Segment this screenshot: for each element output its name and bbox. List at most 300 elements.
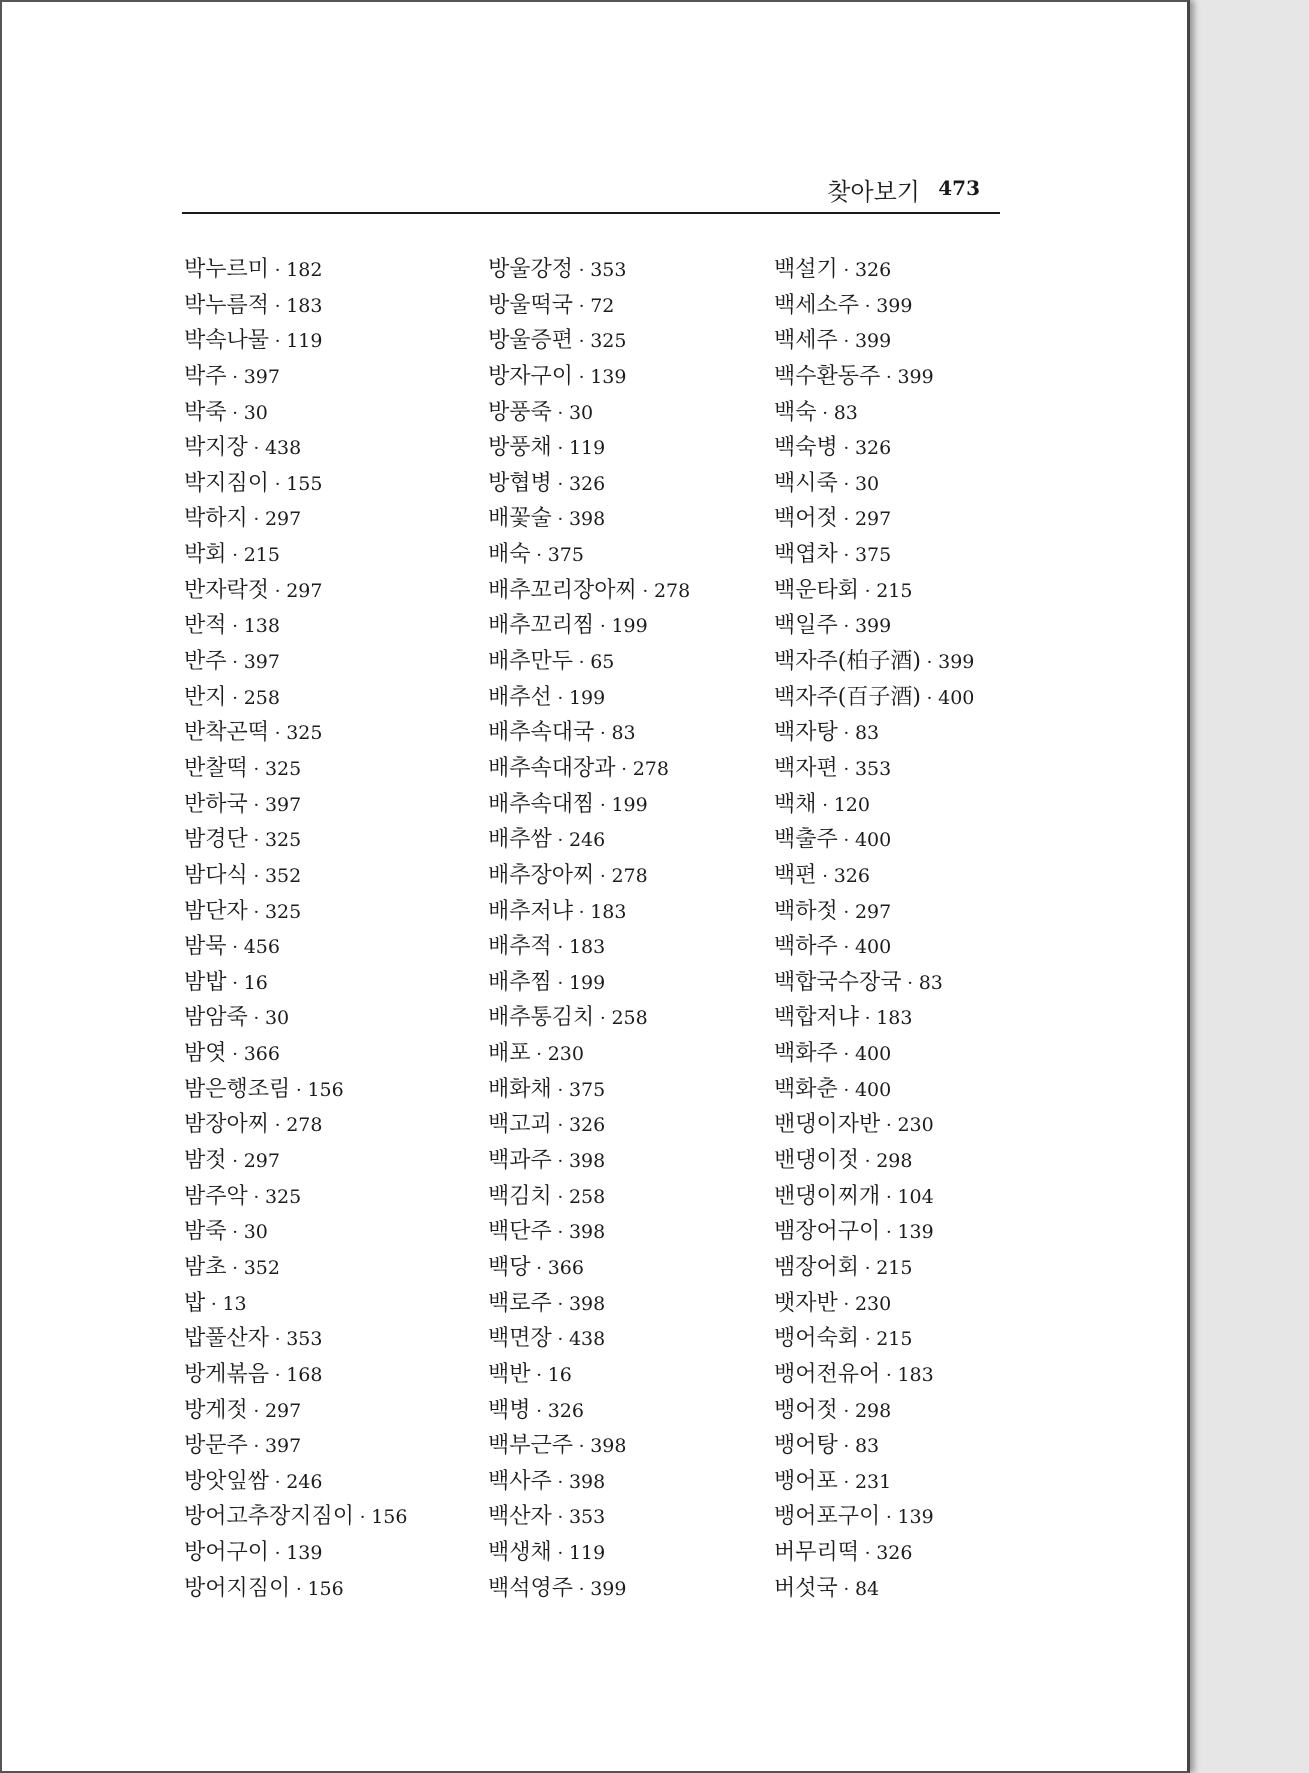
index-page-ref: 72 <box>590 294 615 317</box>
entry-separator: · <box>837 901 855 923</box>
index-entry <box>184 501 484 537</box>
index-entry <box>488 1321 788 1357</box>
index-page-ref: 278 <box>611 864 648 887</box>
index-term: 방어고추장지짐이 <box>184 1504 355 1530</box>
entry-separator: · <box>837 260 855 281</box>
index-term: 방울강정 <box>488 257 574 282</box>
index-term: 백시죽 <box>774 470 838 496</box>
entry-separator: · <box>837 1400 855 1422</box>
index-entry <box>488 1464 788 1500</box>
index-entry <box>184 751 484 787</box>
index-entry <box>488 252 788 288</box>
index-term: 백엽차 <box>774 542 838 568</box>
entry-separator: · <box>530 1364 548 1386</box>
index-term: 백채 <box>774 791 817 817</box>
index-term: 박지장 <box>184 435 248 461</box>
entry-separator: · <box>247 1400 265 1422</box>
entry-separator: · <box>551 687 569 709</box>
entry-separator: · <box>226 1222 244 1244</box>
entry-separator: · <box>594 616 612 638</box>
entry-separator: · <box>551 1222 569 1244</box>
index-term: 백합저냐 <box>774 1005 860 1031</box>
index-term: 박하지 <box>184 506 248 532</box>
index-term: 백생채 <box>488 1540 552 1566</box>
index-term: 백병 <box>488 1397 531 1423</box>
entry-separator: · <box>816 865 834 887</box>
index-page-ref: 398 <box>568 1470 606 1493</box>
index-entry <box>774 1393 1074 1429</box>
entry-separator: · <box>594 723 612 745</box>
index-page-ref: 199 <box>611 615 648 638</box>
index-entry <box>488 1286 788 1322</box>
index-term: 박누름적 <box>184 292 270 318</box>
index-entry <box>774 680 1074 716</box>
index-page-ref: 278 <box>632 757 669 780</box>
index-term: 뱃자반 <box>774 1290 838 1316</box>
index-term: 백출주 <box>774 827 838 853</box>
index-entry <box>774 1107 1074 1143</box>
index-page-ref: 13 <box>222 1292 247 1315</box>
index-page-ref: 352 <box>264 864 302 887</box>
entry-separator: · <box>354 1507 372 1529</box>
index-entry <box>184 894 484 930</box>
index-term: 박주 <box>184 363 227 389</box>
index-entry <box>488 1393 788 1429</box>
entry-separator: · <box>920 652 939 674</box>
index-page-ref: 258 <box>611 1007 648 1030</box>
index-entry <box>184 1250 484 1286</box>
index-term: 뱅어탕 <box>774 1433 838 1459</box>
index-entry <box>184 537 484 573</box>
index-entry <box>774 1535 1074 1571</box>
index-term: 방앗잎쌈 <box>184 1468 270 1494</box>
index-entry <box>774 929 1074 965</box>
index-term: 백자편 <box>774 755 838 781</box>
entry-separator: · <box>880 1186 898 1208</box>
entry-separator: · <box>269 1364 287 1386</box>
entry-separator: · <box>269 1115 287 1137</box>
entry-separator: · <box>920 687 939 709</box>
index-entry <box>774 537 1074 573</box>
index-page-ref: 155 <box>286 472 323 495</box>
index-entry <box>774 858 1074 894</box>
entry-separator: · <box>226 687 244 709</box>
index-term: 백산자 <box>488 1504 552 1530</box>
index-term: 백당 <box>488 1254 531 1280</box>
entry-separator: · <box>880 1222 898 1244</box>
index-entry <box>774 1179 1074 1215</box>
entry-separator: · <box>901 972 919 994</box>
entry-separator: · <box>290 1079 308 1101</box>
index-entry <box>774 323 1074 359</box>
index-entry <box>184 1499 484 1535</box>
index-entry <box>184 288 484 324</box>
entry-separator: · <box>880 1507 898 1529</box>
index-term: 뱅어젓 <box>774 1397 838 1423</box>
index-entry <box>774 1321 1074 1357</box>
entry-separator: · <box>247 1186 265 1208</box>
index-term: 배추통김치 <box>488 1005 595 1031</box>
index-entry <box>774 787 1074 823</box>
index-page-ref: 139 <box>286 1542 323 1565</box>
entry-separator: · <box>226 1257 244 1279</box>
index-term: 방울증편 <box>488 328 574 354</box>
entry-separator: · <box>551 830 569 852</box>
entry-separator: · <box>269 1471 287 1493</box>
index-page-ref: 65 <box>590 651 615 674</box>
index-term: 박지짐이 <box>184 470 270 496</box>
index-entry <box>184 608 484 644</box>
index-term: 버섯국 <box>774 1575 838 1601</box>
index-term: 백세소주 <box>774 292 860 318</box>
index-entry <box>184 1357 484 1393</box>
index-entry <box>774 894 1074 930</box>
index-term: 배숙 <box>488 542 531 568</box>
entry-separator: · <box>573 901 591 923</box>
entry-separator: · <box>551 1471 569 1493</box>
index-page-ref: 183 <box>286 294 323 317</box>
entry-separator: · <box>837 438 855 460</box>
entry-separator: · <box>837 1079 855 1101</box>
index-page-ref: 398 <box>568 508 606 531</box>
index-page-ref: 400 <box>854 1078 892 1101</box>
index-page-ref: 119 <box>568 1542 606 1565</box>
index-entry <box>488 608 788 644</box>
entry-separator: · <box>573 260 591 281</box>
entry-separator: · <box>269 260 287 281</box>
index-term: 배추속대장과 <box>488 755 616 781</box>
index-entry <box>774 395 1074 431</box>
index-page-ref: 199 <box>611 793 648 816</box>
index-page-ref: 16 <box>243 971 268 994</box>
index-term: 배추꼬리찜 <box>488 613 595 639</box>
index-term: 백세주 <box>774 328 838 354</box>
index-term: 백고괴 <box>488 1112 552 1138</box>
entry-separator: · <box>573 366 591 388</box>
index-entry <box>774 644 1074 680</box>
index-page-ref: 397 <box>243 365 280 388</box>
index-term: 백설기 <box>774 257 838 282</box>
index-entry <box>488 323 788 359</box>
index-page-ref: 375 <box>547 544 584 567</box>
entry-separator: · <box>573 331 591 353</box>
entry-separator: · <box>573 295 591 317</box>
index-entry <box>184 680 484 716</box>
index-term: 밴댕이자반 <box>774 1112 881 1138</box>
entry-separator: · <box>880 366 898 388</box>
index-entry <box>774 1571 1074 1607</box>
entry-separator: · <box>816 794 834 816</box>
index-page-ref: 397 <box>264 793 302 816</box>
index-page-ref: 139 <box>897 1506 934 1529</box>
index-column-2 <box>488 252 788 1606</box>
index-term: 방게볶음 <box>184 1361 270 1387</box>
index-page-ref: 258 <box>568 1185 606 1208</box>
index-page-ref: 399 <box>590 1577 627 1600</box>
index-entry <box>488 644 788 680</box>
index-page-ref: 325 <box>286 722 323 745</box>
index-entry <box>184 715 484 751</box>
entry-separator: · <box>837 723 855 745</box>
index-page-ref: 375 <box>854 544 892 567</box>
index-page-ref: 326 <box>547 1399 584 1422</box>
index-page-ref: 156 <box>371 1506 408 1529</box>
entry-separator: · <box>269 1329 287 1351</box>
index-term: 반주 <box>184 649 227 675</box>
index-page-ref: 139 <box>897 1221 934 1244</box>
index-page-ref: 156 <box>307 1577 344 1600</box>
index-term: 백하주 <box>774 934 838 960</box>
index-page-ref: 119 <box>286 330 323 353</box>
index-entry <box>184 1179 484 1215</box>
entry-separator: · <box>269 723 287 745</box>
entry-separator: · <box>859 1329 877 1351</box>
index-term: 배추찜 <box>488 969 552 995</box>
index-page-ref: 230 <box>897 1114 934 1137</box>
index-term: 백반 <box>488 1361 531 1387</box>
entry-separator: · <box>816 402 834 424</box>
entry-separator: · <box>880 1115 898 1137</box>
index-entry <box>774 1357 1074 1393</box>
index-page-ref: 278 <box>286 1114 323 1137</box>
index-page-ref: 83 <box>611 722 636 745</box>
index-term: 백화춘 <box>774 1076 838 1102</box>
entry-separator: · <box>247 865 265 887</box>
index-page-ref: 325 <box>264 1185 302 1208</box>
index-page-ref: 183 <box>897 1363 934 1386</box>
index-term: 버무리떡 <box>774 1540 860 1566</box>
index-term: 백화주 <box>774 1041 838 1067</box>
index-entry <box>774 751 1074 787</box>
index-term: 뱅어포구이 <box>774 1504 881 1530</box>
index-term: 배추만두 <box>488 649 574 675</box>
entry-separator: · <box>837 1293 855 1315</box>
index-entry <box>184 822 484 858</box>
index-entry <box>774 252 1074 288</box>
index-term: 밤다식 <box>184 862 248 888</box>
entry-separator: · <box>837 616 855 638</box>
index-entry <box>774 1214 1074 1250</box>
index-page-ref: 183 <box>590 900 627 923</box>
index-page-ref: 168 <box>286 1363 323 1386</box>
entry-separator: · <box>226 1044 244 1066</box>
entry-separator: · <box>551 1543 569 1565</box>
index-entry <box>774 466 1074 502</box>
index-term: 밤초 <box>184 1254 227 1280</box>
index-entry <box>184 430 484 466</box>
entry-separator: · <box>247 758 265 780</box>
index-entry <box>488 965 788 1001</box>
index-entry <box>184 1428 484 1464</box>
index-term: 밥 <box>184 1290 206 1316</box>
running-header <box>182 166 1002 214</box>
index-page-ref: 399 <box>876 294 913 317</box>
index-term: 백면장 <box>488 1326 552 1352</box>
index-page-ref: 83 <box>918 971 943 994</box>
entry-separator: · <box>551 473 569 495</box>
entry-separator: · <box>594 1008 612 1030</box>
index-term: 배추꼬리장아찌 <box>488 577 637 603</box>
entry-separator: · <box>226 652 244 674</box>
index-term: 백하젓 <box>774 898 838 924</box>
index-entry <box>488 1535 788 1571</box>
index-term: 배추선 <box>488 684 552 710</box>
index-term: 배추속대국 <box>488 720 595 746</box>
index-entry <box>184 1571 484 1607</box>
index-page-ref: 325 <box>264 900 302 923</box>
index-term: 백부근주 <box>488 1433 574 1459</box>
index-entry <box>184 1393 484 1429</box>
index-entry <box>774 1286 1074 1322</box>
index-term: 백석영주 <box>488 1575 574 1601</box>
header-rule <box>182 212 1000 214</box>
entry-separator: · <box>551 509 569 531</box>
index-page-ref: 353 <box>568 1506 606 1529</box>
entry-separator: · <box>205 1293 223 1315</box>
index-page-ref: 353 <box>854 757 892 780</box>
index-term: 밤장아찌 <box>184 1112 270 1138</box>
index-page-ref: 297 <box>854 900 892 923</box>
index-page-ref: 297 <box>264 508 302 531</box>
index-page-ref: 246 <box>286 1470 323 1493</box>
index-page-ref: 120 <box>833 793 870 816</box>
index-page-ref: 30 <box>568 401 594 424</box>
entry-separator: · <box>551 1293 569 1315</box>
index-page-ref: 139 <box>590 365 627 388</box>
index-entry <box>774 1428 1074 1464</box>
index-entry <box>488 288 788 324</box>
entry-separator: · <box>530 1257 548 1279</box>
index-term: 밤엿 <box>184 1041 227 1067</box>
entry-separator: · <box>837 509 855 531</box>
index-entry <box>488 1107 788 1143</box>
index-term: 뱅어숙회 <box>774 1326 860 1352</box>
index-term: 뱀장어구이 <box>774 1219 881 1245</box>
index-page-ref: 258 <box>243 686 280 709</box>
index-term: 백자주(柏子酒) <box>774 649 921 675</box>
entry-separator: · <box>551 937 569 959</box>
index-entry <box>488 787 788 823</box>
entry-separator: · <box>551 1186 569 1208</box>
index-entry <box>184 1321 484 1357</box>
index-term: 박죽 <box>184 399 227 425</box>
index-page-ref: 298 <box>876 1150 913 1173</box>
index-page-ref: 83 <box>854 1435 880 1458</box>
index-entry <box>488 1036 788 1072</box>
page-number: 473 <box>938 176 980 200</box>
entry-separator: · <box>551 1329 569 1351</box>
index-entry <box>184 1000 484 1036</box>
entry-separator: · <box>594 865 612 887</box>
index-entry <box>184 858 484 894</box>
index-term: 백사주 <box>488 1468 552 1494</box>
index-term: 배화채 <box>488 1076 552 1102</box>
entry-separator: · <box>247 830 265 852</box>
entry-separator: · <box>573 652 591 674</box>
index-entry <box>184 1072 484 1108</box>
index-page-ref: 456 <box>243 936 280 959</box>
index-entry <box>488 751 788 787</box>
index-page-ref: 199 <box>568 686 606 709</box>
index-term: 반지 <box>184 684 227 710</box>
entry-separator: · <box>859 1543 877 1565</box>
index-entry <box>774 501 1074 537</box>
index-entry <box>488 1571 788 1607</box>
entry-separator: · <box>837 1578 855 1600</box>
index-page-ref: 398 <box>568 1221 606 1244</box>
entry-separator: · <box>247 438 265 460</box>
entry-separator: · <box>859 1151 877 1173</box>
index-term: 반자락젓 <box>184 577 270 603</box>
entry-separator: · <box>551 402 569 424</box>
index-entry <box>488 1357 788 1393</box>
entry-separator: · <box>837 1044 855 1066</box>
index-page-ref: 104 <box>897 1185 934 1208</box>
entry-separator: · <box>837 545 855 567</box>
index-page-ref: 399 <box>897 365 934 388</box>
index-term: 밤암죽 <box>184 1005 248 1031</box>
index-entry <box>184 573 484 609</box>
entry-separator: · <box>247 794 265 816</box>
index-term: 백김치 <box>488 1183 552 1209</box>
index-entry <box>774 608 1074 644</box>
index-entry <box>774 715 1074 751</box>
index-entry <box>774 1464 1074 1500</box>
index-page-ref: 215 <box>876 579 913 602</box>
index-page-ref: 400 <box>854 829 892 852</box>
index-entry <box>488 1000 788 1036</box>
index-term: 반착곤떡 <box>184 720 270 746</box>
entry-separator: · <box>573 1436 591 1458</box>
index-entry <box>184 644 484 680</box>
index-term: 방어구이 <box>184 1540 270 1566</box>
entry-separator: · <box>226 366 244 388</box>
index-page-ref: 353 <box>590 259 627 281</box>
entry-separator: · <box>594 794 612 816</box>
index-page-ref: 16 <box>547 1363 572 1386</box>
index-page-ref: 326 <box>854 259 892 281</box>
index-term: 백수환동주 <box>774 363 881 389</box>
entry-separator: · <box>247 509 265 531</box>
index-entry <box>488 430 788 466</box>
index-entry <box>184 1286 484 1322</box>
entry-separator: · <box>573 1578 591 1600</box>
index-page-ref: 325 <box>264 829 302 852</box>
index-page-ref: 375 <box>568 1078 606 1101</box>
index-page-ref: 438 <box>264 437 302 460</box>
index-term: 밤단자 <box>184 898 248 924</box>
entry-separator: · <box>880 1364 898 1386</box>
index-term: 뱀장어회 <box>774 1254 860 1280</box>
index-term: 방풍채 <box>488 435 552 461</box>
index-entry <box>184 1107 484 1143</box>
index-term: 방풍죽 <box>488 399 552 425</box>
index-page-ref: 397 <box>243 651 280 674</box>
index-term: 백일주 <box>774 613 838 639</box>
index-page-ref: 297 <box>264 1399 302 1422</box>
index-page-ref: 199 <box>568 971 606 994</box>
entry-separator: · <box>837 331 855 353</box>
index-term: 밤밥 <box>184 969 227 995</box>
index-term: 백단주 <box>488 1219 552 1245</box>
index-term: 뱅어포 <box>774 1468 838 1494</box>
entry-separator: · <box>530 1400 548 1422</box>
index-entry <box>774 1072 1074 1108</box>
index-entry <box>488 501 788 537</box>
entry-separator: · <box>837 758 855 780</box>
index-term: 백자주(百子酒) <box>774 684 921 710</box>
index-entry <box>184 323 484 359</box>
